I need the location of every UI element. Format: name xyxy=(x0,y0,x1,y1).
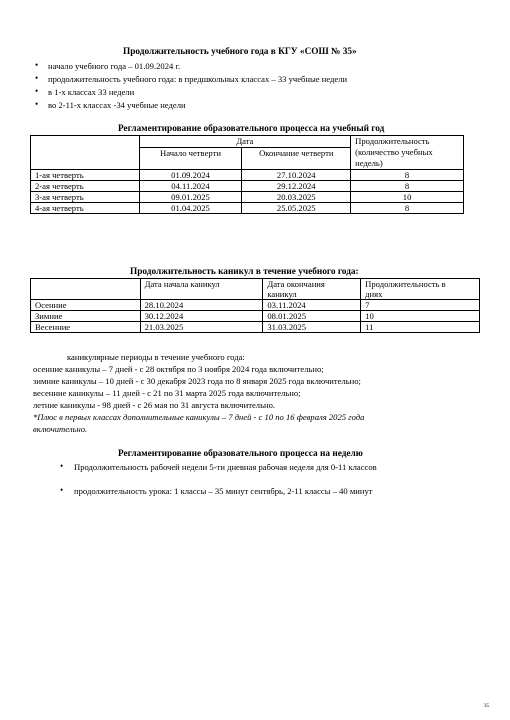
bullet-icon: • xyxy=(35,73,39,83)
holiday-line: осенние каникулы – 7 дней - с 28 октября по 3 ноября 2024 года включительно; xyxy=(33,364,324,374)
row-days: 7 xyxy=(361,300,480,311)
header-date: Дата xyxy=(139,136,351,148)
row-name: Зимние xyxy=(31,311,141,322)
row-start: 28.10.2024 xyxy=(140,300,263,311)
bullet-icon: • xyxy=(35,86,39,96)
row-weeks: 8 xyxy=(351,170,464,181)
row-start: 01.04.2025 xyxy=(139,203,242,214)
row-name: Осенние xyxy=(31,300,141,311)
header-end: Дата окончания каникул xyxy=(263,279,361,300)
table-cell xyxy=(31,279,141,300)
row-end: 25.05.2025 xyxy=(242,203,351,214)
title-holidays: Продолжительность каникул в течение учебного года: xyxy=(130,267,359,277)
row-start: 21.03.2025 xyxy=(140,322,263,333)
bullet-item: в 1-х классах 33 недели xyxy=(48,87,135,97)
holiday-line: летние каникулы - 98 дней - с 26 мая по 31 августа включительно. xyxy=(33,400,276,410)
row-name: 3-ая четверть xyxy=(31,192,140,203)
table-cell xyxy=(31,136,140,170)
row-end: 27.10.2024 xyxy=(242,170,351,181)
header-start: Начало четверти xyxy=(139,148,242,170)
bullet-icon: • xyxy=(35,60,39,70)
row-weeks: 8 xyxy=(351,203,464,214)
row-weeks: 10 xyxy=(351,192,464,203)
bullet-icon: • xyxy=(60,461,64,471)
bullet-item: продолжительность учебного года: в предшкольных классах – 33 учебные недели xyxy=(48,74,348,84)
row-end: 29.12.2024 xyxy=(242,181,351,192)
holiday-line: весенние каникулы – 11 дней - с 21 по 31 марта 2025 года включительно; xyxy=(33,388,301,398)
note-line: *Плюс в первых классах дополнительные каникулы – 7 дней - с 10 по 16 февраля 2025 года xyxy=(33,412,365,422)
header-end: Окончание четверти xyxy=(242,148,351,170)
row-start: 04.11.2024 xyxy=(139,181,242,192)
row-days: 10 xyxy=(361,311,480,322)
note-line: включительно. xyxy=(33,424,88,434)
title-regulation-week: Регламентирование образовательного процесса на неделю xyxy=(118,449,363,459)
row-end: 20.03.2025 xyxy=(242,192,351,203)
row-end: 31.03.2025 xyxy=(263,322,361,333)
row-name: 4-ая четверть xyxy=(31,203,140,214)
row-start: 30.12.2024 xyxy=(140,311,263,322)
bullet-item: продолжительность урока: 1 классы – 35 минут сентябрь, 2-11 классы – 40 минут xyxy=(74,486,373,496)
holiday-line: зимние каникулы – 10 дней - с 30 декабря 2023 года по 8 января 2025 года включительно; xyxy=(33,376,361,386)
row-start: 01.09.2024 xyxy=(139,170,242,181)
header-start: Дата начала каникул xyxy=(140,279,263,300)
bullet-item: Продолжительность рабочей недели 5-ти дневная рабочая неделя для 0-11 классов xyxy=(74,462,377,472)
row-weeks: 8 xyxy=(351,181,464,192)
row-name: 2-ая четверть xyxy=(31,181,140,192)
holidays-table xyxy=(30,278,480,333)
row-days: 11 xyxy=(361,322,480,333)
bullet-item: во 2-11-х классах -34 учебные недели xyxy=(48,100,186,110)
bullet-icon: • xyxy=(60,485,64,495)
bullet-item: начало учебного года – 01.09.2024 г. xyxy=(48,61,181,71)
page-number: 35 xyxy=(484,704,489,709)
title-school-year: Продолжительность учебного года в КГУ «СОШ № 35» xyxy=(123,47,357,57)
title-regulation-year: Регламентирование образовательного процесса на учебный год xyxy=(118,124,385,134)
row-end: 08.01.2025 xyxy=(263,311,361,322)
row-name: 1-ая четверть xyxy=(31,170,140,181)
holiday-periods-heading: каникулярные периоды в течение учебного года: xyxy=(67,352,245,362)
header-duration: Продолжительность в днях xyxy=(361,279,480,300)
row-start: 09.01.2025 xyxy=(139,192,242,203)
row-end: 03.11.2024 xyxy=(263,300,361,311)
bullet-icon: • xyxy=(35,99,39,109)
row-name: Весенние xyxy=(31,322,141,333)
header-duration: Продолжительность (количество учебных недель) xyxy=(351,136,464,170)
quarters-table xyxy=(30,135,464,214)
